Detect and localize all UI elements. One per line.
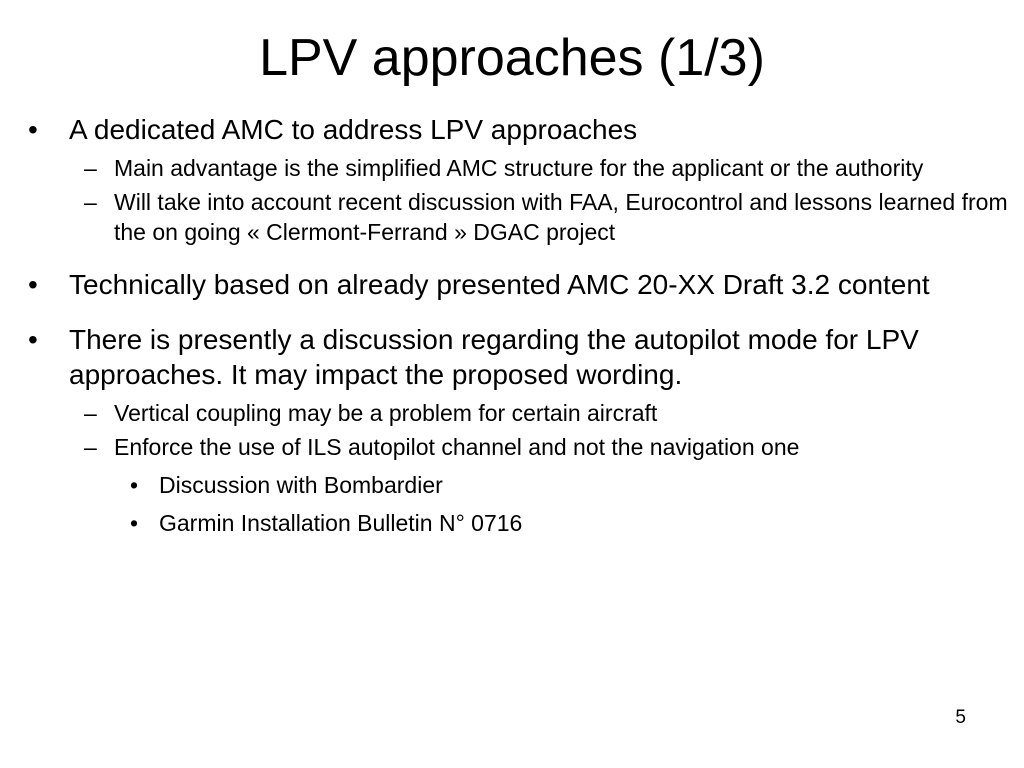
bullet-item bbox=[28, 112, 1013, 147]
bullet-dot-icon: • bbox=[28, 324, 38, 355]
bullet-dot-icon: • bbox=[28, 269, 38, 300]
sub-sub-bullet-text: Garmin Installation Bulletin N° 0716 bbox=[159, 510, 523, 536]
page-number: 5 bbox=[955, 707, 966, 728]
bullet-text: A dedicated AMC to address LPV approaches bbox=[69, 114, 638, 145]
sub-sub-bullet-item bbox=[28, 508, 1013, 538]
sub-bullet-item bbox=[28, 398, 1013, 428]
sub-bullet-text: Enforce the use of ILS autopilot channel and not the navigation one bbox=[114, 434, 800, 460]
sub-sub-bullet-text: Discussion with Bombardier bbox=[159, 472, 443, 498]
slide-body bbox=[28, 112, 1013, 546]
bullet-dot-icon: • bbox=[28, 114, 38, 145]
sub-bullet-text: Main advantage is the simplified AMC structure for the applicant or the authority bbox=[114, 155, 924, 181]
sub-bullet-item bbox=[28, 187, 1013, 247]
bullet-item bbox=[28, 267, 1013, 302]
dash-icon: – bbox=[84, 155, 97, 181]
bullet-text: Technically based on already presented AMC 20-XX Draft 3.2 content bbox=[69, 269, 930, 300]
sub-sub-bullet-item bbox=[28, 470, 1013, 500]
sub-bullet-text: Vertical coupling may be a problem for certain aircraft bbox=[114, 400, 658, 426]
bullet-dot-icon: • bbox=[130, 510, 139, 536]
slide-title: LPV approaches (1/3) bbox=[259, 29, 765, 87]
dash-icon: – bbox=[84, 189, 97, 215]
bullet-text: There is presently a discussion regarding the autopilot mode for LPV approaches. It may impact the proposed wording. bbox=[69, 324, 919, 390]
dash-icon: – bbox=[84, 400, 97, 426]
sub-bullet-text: Will take into account recent discussion with FAA, Eurocontrol and lessons learned from the on going « Clermont-Ferrand » DGAC project bbox=[114, 189, 1008, 245]
bullet-item bbox=[28, 322, 1013, 392]
sub-bullet-item bbox=[28, 153, 1013, 183]
dash-icon: – bbox=[84, 434, 97, 460]
bullet-dot-icon: • bbox=[130, 472, 139, 498]
sub-bullet-item bbox=[28, 432, 1013, 462]
